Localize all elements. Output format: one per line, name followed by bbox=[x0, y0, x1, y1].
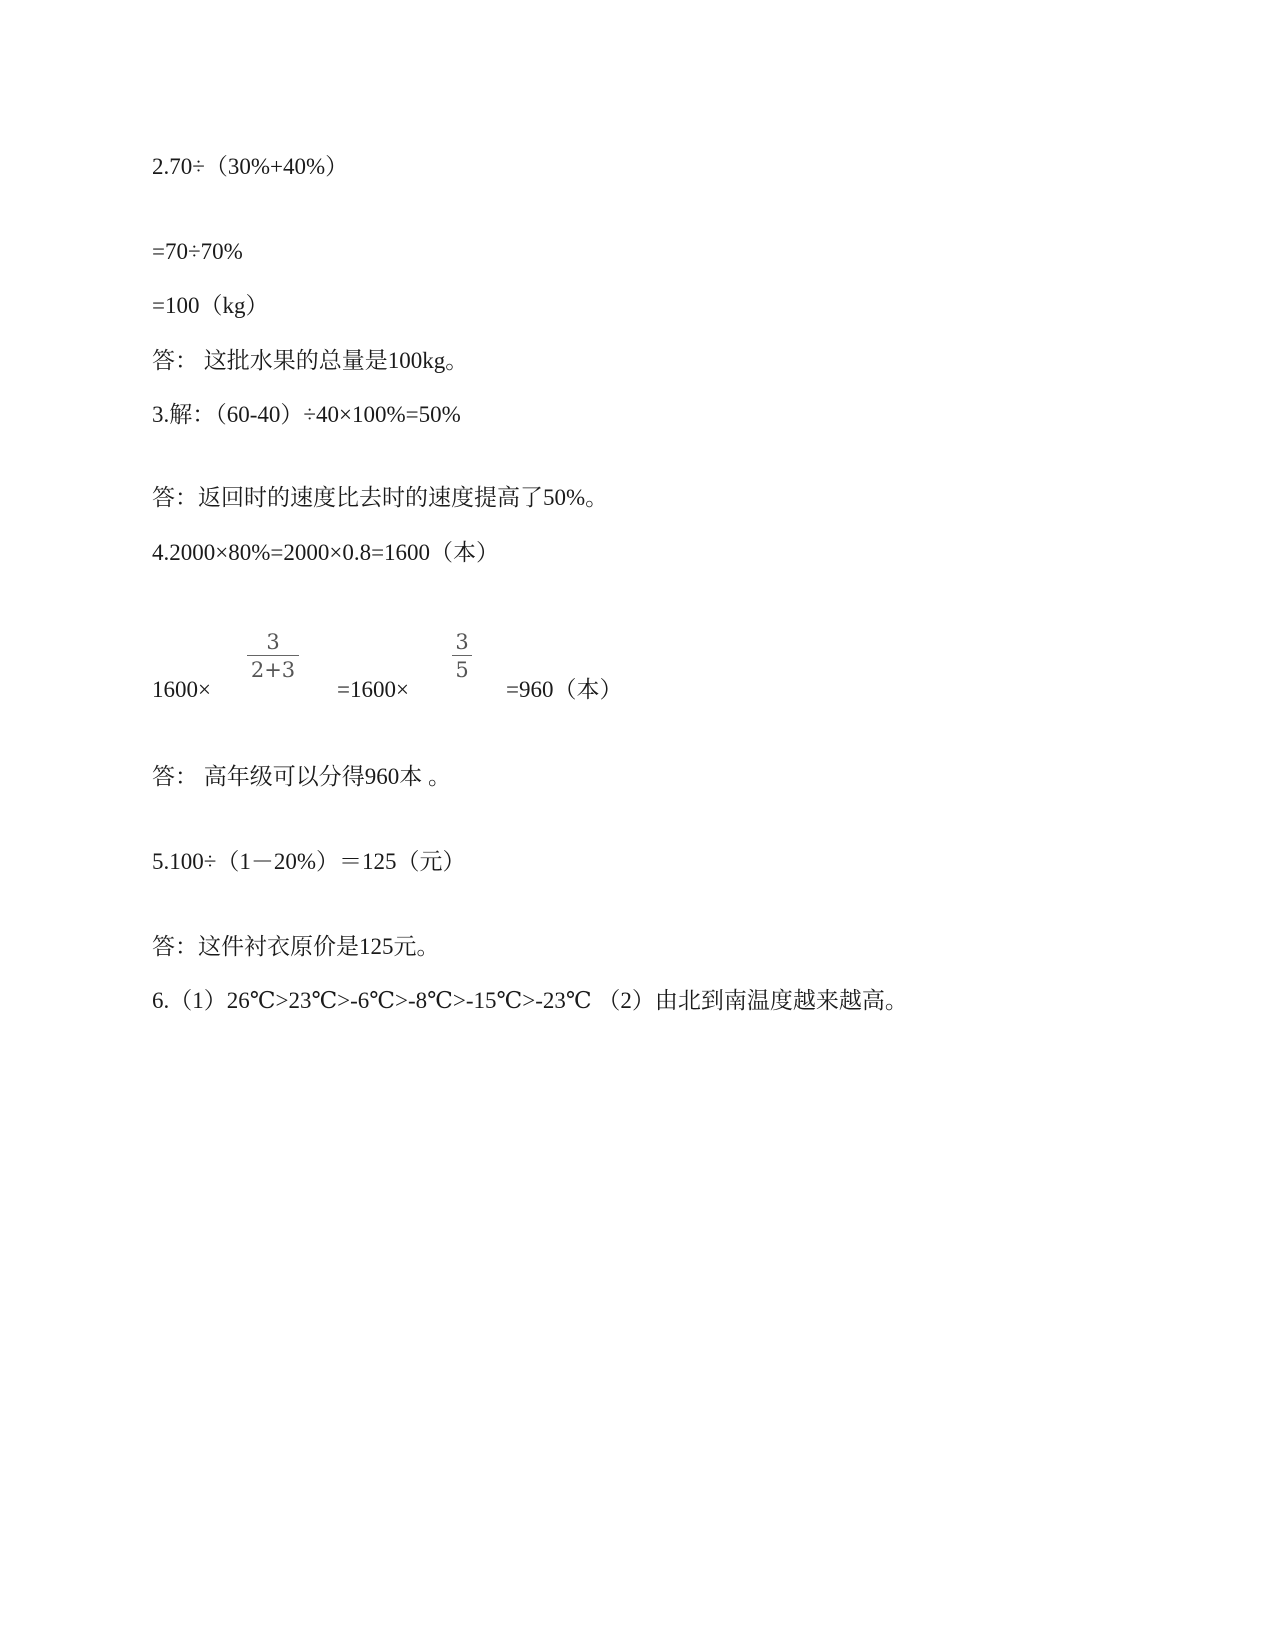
answer-4-conclusion: 答： 高年级可以分得960本 。 bbox=[152, 764, 451, 789]
fraction-2-numerator: 3 bbox=[455, 630, 469, 654]
answer-2-conclusion: 答： 这批水果的总量是100kg。 bbox=[152, 348, 469, 373]
fraction-1-numerator: 3 bbox=[266, 630, 280, 654]
answer-2-equation: 2.70÷（30%+40%） bbox=[152, 154, 349, 179]
fraction-line-part-2: =1600× bbox=[337, 677, 409, 702]
answer-2-step-2: =100（kg） bbox=[152, 293, 269, 318]
fraction-2-denominator: 5 bbox=[455, 658, 469, 682]
answer-2-step-1: =70÷70% bbox=[152, 239, 243, 264]
fraction-3-over-5 bbox=[452, 630, 472, 682]
answer-6: 6.（1）26℃>23℃>-6℃>-8℃>-15℃>-23℃ （2）由北到南温度越来越高。 bbox=[152, 988, 908, 1013]
answer-5-conclusion: 答：这件衬衣原价是125元。 bbox=[152, 934, 440, 959]
fraction-line-part-3: =960（本） bbox=[506, 677, 623, 702]
answer-5-equation: 5.100÷（1－20%）＝125（元） bbox=[152, 849, 466, 874]
answer-3-conclusion: 答：返回时的速度比去时的速度提高了50%。 bbox=[152, 485, 609, 510]
fraction-1-bar bbox=[247, 655, 299, 656]
fraction-3-over-2-plus-3 bbox=[247, 630, 299, 682]
fraction-1-denominator: 2+3 bbox=[250, 658, 296, 682]
fraction-line-part-1: 1600× bbox=[152, 677, 211, 702]
fraction-2-bar bbox=[452, 655, 472, 656]
answer-4-equation: 4.2000×80%=2000×0.8=1600（本） bbox=[152, 540, 500, 565]
answer-3-equation: 3.解：（60-40）÷40×100%=50% bbox=[152, 402, 461, 427]
